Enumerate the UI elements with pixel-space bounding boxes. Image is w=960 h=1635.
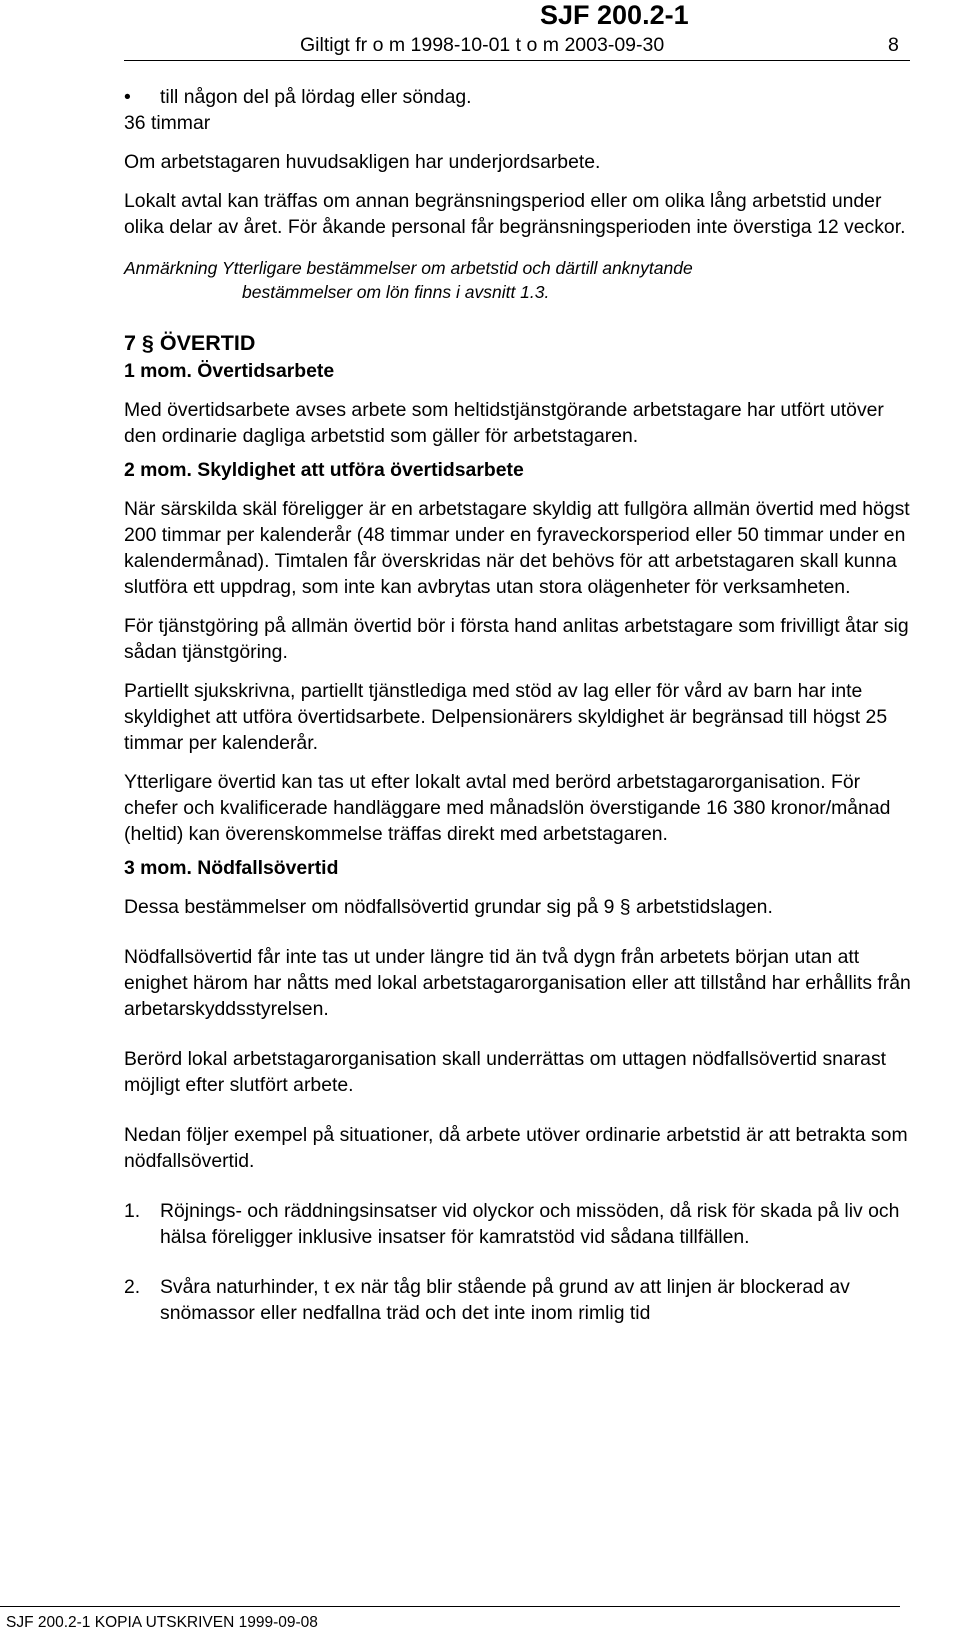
page-header [0,0,960,62]
list-item-text: Röjnings- och räddningsinsatser vid olyckor och missöden, då risk för skada på liv och hälsa föreligger inklusive insatser för kamratstöd vid sådana tillfällen. [160,1200,900,1248]
list-item-number: 2. [124,1276,141,1298]
list-item-number: 1. [124,1200,141,1222]
mom3-paragraph-2: Nödfallsövertid får inte tas ut under längre tid än två dygn från arbetets början utan att enighet härom har nåtts med lokal arbetstagarorganisation eller att tillstånd har erhållits från arbetarskyddsstyrelsen. [124,946,911,1020]
underground-condition: Om arbetstagaren huvudsakligen har underjordsarbete. [124,151,601,173]
bullet-text: till någon del på lördag eller söndag. [160,86,472,108]
document-body [124,80,914,1326]
remark-line-1: Anmärkning Ytterligare bestämmelser om arbetstid och därtill anknytande [124,258,693,278]
hours-limit-text: 36 timmar [124,112,211,134]
remark-line-2: bestämmelser om lön finns i avsnitt 1.3. [242,282,550,302]
document-id: SJF 200.2-1 [540,0,689,30]
mom2-paragraph-2: För tjänstgöring på allmän övertid bör i första hand anlitas arbetstagare som frivilligt åtar sig sådan tjänstgöring. [124,615,909,663]
header-divider [124,60,910,61]
mom3-paragraph-1: Dessa bestämmelser om nödfallsövertid grundar sig på 9 § arbetstidslagen. [124,896,773,918]
mom3-paragraph-4: Nedan följer exempel på situationer, då arbete utöver ordinarie arbetstid är att betrakta som nödfallsövertid. [124,1124,908,1172]
page-footer: SJF 200.2-1 KOPIA UTSKRIVEN 1999-09-08 [6,1614,318,1631]
footer-divider [0,1606,900,1607]
bullet-icon: • [124,86,131,108]
list-item-text: Svåra naturhinder, t ex när tåg blir stående på grund av att linjen är blockerad av snömassor eller nedfallna träd och det inte inom rimlig tid [160,1276,850,1324]
section-title: 7 § ÖVERTID [124,331,256,355]
page-number: 8 [888,34,899,56]
list-item [124,1198,914,1250]
list-item [124,1274,914,1326]
mom1-heading: 1 mom. Övertidsarbete [124,360,335,382]
mom2-paragraph-1: När särskilda skäl föreligger är en arbetstagare skyldig att fullgöra allmän övertid med högst 200 timmar per kalenderår (48 timmar under en fyraveckorsperiod eller 50 timmar under en kalendermånad). Timtalen får överskridas när det behövs för att arbetstagaren skall kunna slutföra ett uppdrag, som inte kan avbrytas utan stora olägenheter för verksamheten. [124,498,910,598]
local-agreement-paragraph: Lokalt avtal kan träffas om annan begränsningsperiod eller om olika lång arbetstid under olika delar av året. För åkande personal får begränsningsperioden inte överstiga 12 veckor. [124,190,906,238]
validity-period: Giltigt fr o m 1998-10-01 t o m 2003-09-30 [300,34,665,56]
mom2-paragraph-4: Ytterligare övertid kan tas ut efter lokalt avtal med berörd arbetstagarorganisation. För chefer och kvalificerade handläggare med månadslön överstigande 16 380 kronor/månad (heltid) kan överenskommelse träffas direkt med arbetstagaren. [124,771,891,845]
mom1-text: Med övertidsarbete avses arbete som heltidstjänstgörande arbetstagare har utfört utöver den ordinarie dagliga arbetstid som gäller för arbetstagaren. [124,399,884,447]
mom2-paragraph-3: Partiellt sjukskrivna, partiellt tjänstlediga med stöd av lag eller för vård av barn har inte skyldighet att utföra övertidsarbete. Delpensionärers skyldighet är begränsad till högst 25 timmar per kalenderår. [124,680,888,754]
mom2-heading: 2 mom. Skyldighet att utföra övertidsarbete [124,459,524,481]
remark-note [124,256,914,304]
mom3-paragraph-3: Berörd lokal arbetstagarorganisation skall underrättas om uttagen nödfallsövertid snarast möjligt efter slutfört arbete. [124,1048,887,1096]
bullet-item [124,84,914,110]
mom3-heading: 3 mom. Nödfallsövertid [124,857,339,879]
